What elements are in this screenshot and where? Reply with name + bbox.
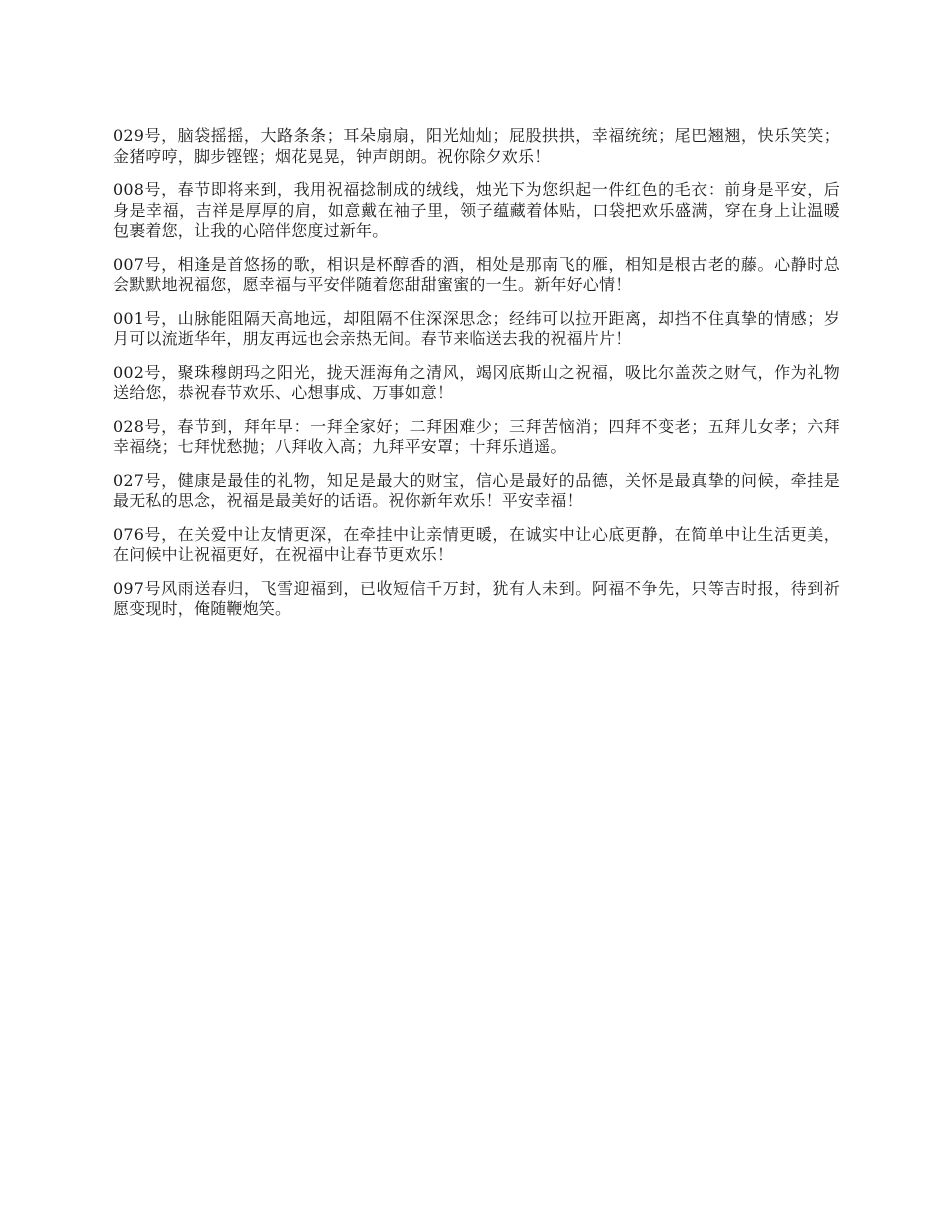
paragraph-027: 027号，健康是最佳的礼物，知足是最大的财宝，信心是最好的品德，关怀是最真挚的问候，牵挂是最无私的思念，祝福是最美好的话语。祝你新年欢乐！平安幸福！ — [113, 470, 840, 510]
paragraph-028: 028号，春节到，拜年早：一拜全家好；二拜困难少；三拜苦恼消；四拜不变老；五拜儿女孝；六拜幸福绕；七拜忧愁抛；八拜收入高；九拜平安罩；十拜乐逍遥。 — [113, 416, 840, 456]
paragraph-097: 097号风雨送春归，飞雪迎福到，已收短信千万封，犹有人未到。阿福不争先，只等吉时报，待到祈愿变现时，俺随鞭炮笑。 — [113, 578, 840, 618]
paragraph-001: 001号，山脉能阻隔天高地远，却阻隔不住深深思念；经纬可以拉开距离，却挡不住真挚的情感；岁月可以流逝华年，朋友再远也会亲热无间。春节来临送去我的祝福片片！ — [113, 308, 840, 348]
paragraph-076: 076号，在关爱中让友情更深，在牵挂中让亲情更暖，在诚实中让心底更静，在简单中让生活更美，在问候中让祝福更好，在祝福中让春节更欢乐！ — [113, 524, 840, 564]
paragraph-002: 002号，聚珠穆朗玛之阳光，拢天涯海角之清风，竭冈底斯山之祝福，吸比尔盖茨之财气，作为礼物送给您，恭祝春节欢乐、心想事成、万事如意！ — [113, 362, 840, 402]
document-body — [113, 126, 840, 633]
paragraph-008: 008号，春节即将来到，我用祝福捻制成的绒线，烛光下为您织起一件红色的毛衣：前身是平安，后身是幸福，吉祥是厚厚的肩，如意戴在袖子里，领子蕴藏着体贴，口袋把欢乐盛满，穿在身上让温暖包裹着您，让我的心陪伴您度过新年。 — [113, 180, 840, 240]
paragraph-007: 007号，相逢是首悠扬的歌，相识是杯醇香的酒，相处是那南飞的雁，相知是根古老的藤。心静时总会默默地祝福您，愿幸福与平安伴随着您甜甜蜜蜜的一生。新年好心情！ — [113, 254, 840, 294]
paragraph-029: 029号，脑袋摇摇，大路条条；耳朵扇扇，阳光灿灿；屁股拱拱，幸福统统；尾巴翘翘，快乐笑笑；金猪哼哼，脚步铿铿；烟花晃晃，钟声朗朗。祝你除夕欢乐！ — [113, 126, 840, 166]
